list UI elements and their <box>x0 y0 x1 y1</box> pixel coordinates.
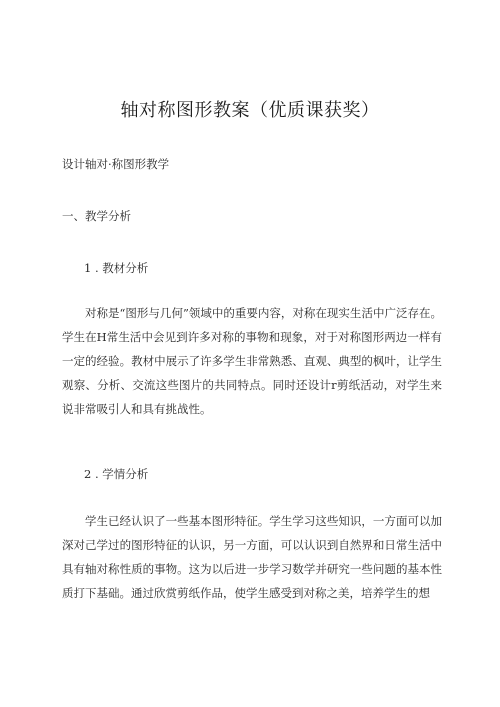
document-subtitle: 设计轴对·称图形教学 <box>62 157 170 171</box>
paragraph-student-analysis <box>62 509 442 605</box>
document-title: 轴对称图形教案（优质课获奖） <box>120 100 380 121</box>
section-heading-teaching-analysis: 一、教学分析 <box>62 209 131 223</box>
paragraph-textbook-analysis <box>62 301 442 421</box>
subsection-heading-textbook-analysis: 1 . 教材分析 <box>84 261 149 275</box>
subsection-heading-student-analysis: 2 . 学情分析 <box>84 467 149 481</box>
paragraph-text: 学生已经认识了一些基本图形特征。学生学习这些知识，一方面可以加深对己学过的图形特征的认识，另一方面，可以认识到自然界和日常生活中具有轴对称性质的事物。这为以后进一步学习数学并研究一些问题的基本性质打下基础。通过欣赏剪纸作品，使学生感受到对称之美，培养学生的想 <box>62 514 442 600</box>
paragraph-text: 对称是“图形与几何”领域中的重要内容，对称在现实生活中广泛存在。学生在H常生活中会见到许多对称的事物和现象，对于对称图形两边一样有一定的经验。教材中展示了许多学生非常熟悉、直观、典型的枫叶，让学生观察、分析、交流这些图片的共同特点。同时还设计r剪纸活动，对学生来说非常吸引人和具有挑战性。 <box>62 306 442 416</box>
